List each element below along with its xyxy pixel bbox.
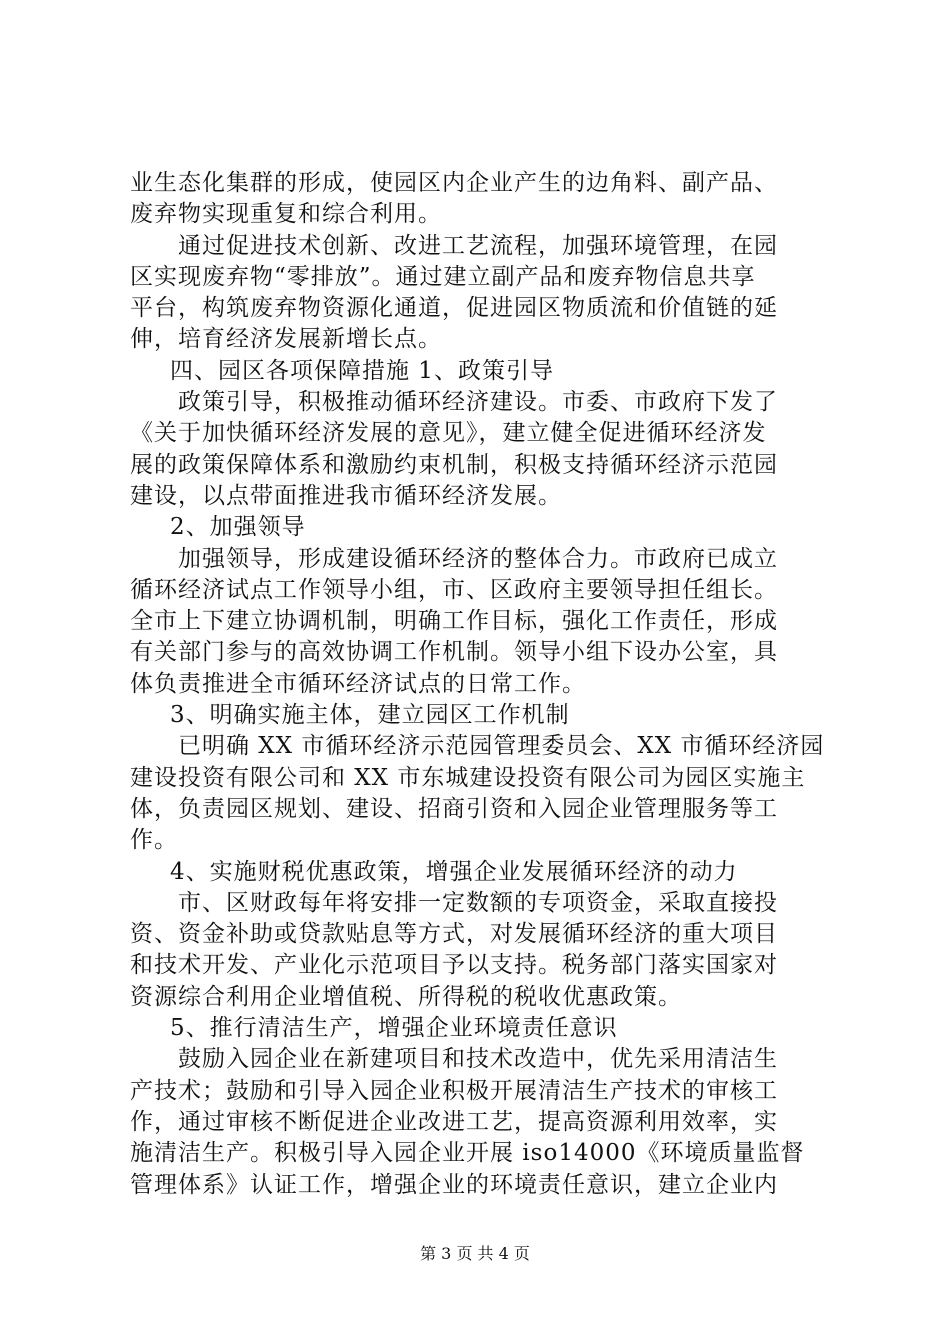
text-line: 2、加强领导 [170, 514, 306, 541]
text-line: 管理体系》认证工作，增强企业的环境责任意识，建立企业内 [130, 1171, 778, 1198]
text-line: 全市上下建立协调机制，明确工作目标，强化工作责任，形成 [130, 608, 778, 635]
text-line: 和技术开发、产业化示范项目予以支持。税务部门落实国家对 [130, 952, 778, 979]
text-line: 体负责推进全市循环经济试点的日常工作。 [130, 670, 586, 697]
text-line: 资、资金补助或贷款贴息等方式，对发展循环经济的重大项目 [130, 921, 778, 948]
document-body [130, 168, 830, 1201]
text-line: 政策引导，积极推动循环经济建设。市委、市政府下发了 [178, 389, 778, 416]
text-line: 有关部门参与的高效协调工作机制。领导小组下设办公室，具 [130, 639, 778, 666]
text-line: 3、明确实施主体，建立园区工作机制 [170, 702, 570, 729]
text-line: 产技术；鼓励和引导入园企业积极开展清洁生产技术的审核工 [130, 1077, 778, 1104]
text-line: 《关于加快循环经济发展的意见》，建立健全促进循环经济发 [130, 420, 767, 447]
text-line: 建设，以点带面推进我市循环经济发展。 [130, 482, 562, 509]
page-footer: 第 3 页 共 4 页 [420, 1244, 530, 1263]
text-line: 施清洁生产。积极引导入园企业开展 iso14000《环境质量监督 [130, 1140, 805, 1167]
text-line: 伸，培育经济发展新增长点。 [130, 326, 442, 353]
text-line: 5、推行清洁生产，增强企业环境责任意识 [170, 1015, 618, 1042]
text-line: 市、区财政每年将安排一定数额的专项资金，采取直接投 [178, 889, 778, 916]
text-line: 平台，构筑废弃物资源化通道，促进园区物质流和价值链的延 [130, 295, 778, 322]
text-line: 资源综合利用企业增值税、所得税的税收优惠政策。 [130, 983, 682, 1010]
text-line: 加强领导，形成建设循环经济的整体合力。市政府已成立 [178, 545, 778, 572]
text-line: 业生态化集群的形成，使园区内企业产生的边角料、副产品、 [130, 170, 778, 196]
text-line: 作。 [130, 827, 178, 854]
text-line: 已明确 XX 市循环经济示范园管理委员会、XX 市循环经济园 [178, 733, 825, 760]
text-line: 体，负责园区规划、建设、招商引资和入园企业管理服务等工 [130, 795, 778, 822]
text-line: 4、实施财税优惠政策，增强企业发展循环经济的动力 [170, 858, 738, 885]
text-line: 鼓励入园企业在新建项目和技术改造中，优先采用清洁生 [178, 1046, 778, 1073]
text-line: 建设投资有限公司和 XX 市东城建设投资有限公司为园区实施主 [130, 764, 806, 791]
text-line: 通过促进技术创新、改进工艺流程，加强环境管理，在园 [178, 232, 778, 259]
text-line: 废弃物实现重复和综合利用。 [130, 201, 442, 228]
text-line: 四、园区各项保障措施 1、政策引导 [170, 357, 554, 384]
text-line: 作，通过审核不断促进企业改进工艺，提高资源利用效率，实 [130, 1108, 778, 1135]
text-line: 循环经济试点工作领导小组，市、区政府主要领导担任组长。 [130, 576, 778, 603]
text-line: 展的政策保障体系和激励约束机制，积极支持循环经济示范园 [130, 451, 778, 478]
text-line: 区实现废弃物“零排放”。通过建立副产品和废弃物信息共享 [130, 263, 756, 290]
